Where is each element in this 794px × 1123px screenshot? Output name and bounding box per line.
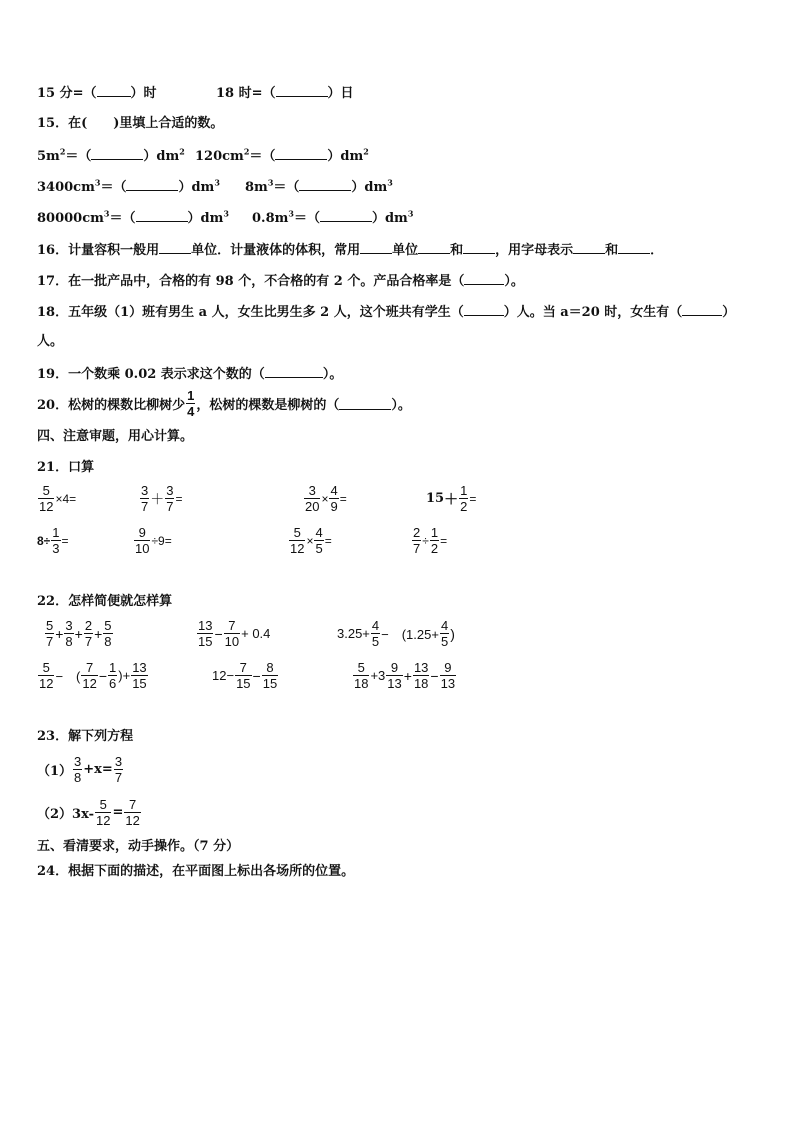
- denominator: 7: [166, 499, 174, 514]
- q21-expr-3: [303, 483, 347, 514]
- expr-lead: 12−: [212, 668, 235, 683]
- q14-text-1: 15 分=（: [37, 86, 97, 101]
- numerator: 2: [413, 525, 421, 540]
- denominator: 8: [65, 634, 73, 649]
- numerator: 1: [52, 525, 60, 540]
- answer-blank[interactable]: [573, 241, 605, 254]
- denominator: 7: [141, 499, 149, 514]
- denominator: 8: [74, 770, 82, 785]
- close-paren: ): [450, 625, 455, 642]
- numerator: 3: [65, 618, 73, 633]
- numerator: 5: [104, 618, 112, 633]
- q22-expr-4: [37, 660, 149, 691]
- operator: −: [214, 625, 223, 642]
- numerator: 9: [390, 660, 399, 675]
- equals: =: [440, 533, 448, 548]
- expr-mid: − (: [55, 669, 81, 684]
- expr-tail: ÷9=: [151, 533, 172, 548]
- numerator: 13: [413, 660, 429, 675]
- answer-blank[interactable]: [276, 84, 328, 97]
- fraction: [124, 797, 140, 828]
- denominator: 15: [132, 676, 147, 691]
- operator: ＋: [444, 490, 459, 507]
- expr-mid: =: [112, 805, 124, 820]
- q15-row-2a: [37, 178, 220, 196]
- denominator: 4: [187, 404, 195, 419]
- fraction: [140, 483, 149, 514]
- fraction: [329, 483, 338, 514]
- q16-text: 和: [605, 243, 619, 258]
- equals: =: [339, 491, 347, 506]
- denominator: 5: [315, 541, 323, 556]
- answer-blank[interactable]: [339, 397, 391, 410]
- q21-expr-6: [133, 525, 172, 556]
- expr-mid: +x=: [83, 762, 113, 777]
- fraction: [38, 660, 54, 691]
- answer-blank[interactable]: [136, 209, 188, 222]
- q15-text: ）dm: [351, 180, 388, 195]
- q16-text: 和: [450, 243, 464, 258]
- answer-blank[interactable]: [97, 84, 131, 97]
- expr-lead: （1）: [37, 764, 73, 779]
- numerator: 3: [114, 754, 123, 769]
- numerator: 1: [460, 483, 468, 498]
- q23-equation-1: [37, 754, 124, 785]
- q21-title: 21．口算: [37, 460, 95, 475]
- fraction: [186, 388, 195, 419]
- q17-line: [37, 272, 524, 290]
- q16-text: ．: [650, 243, 664, 258]
- numerator: 1: [430, 525, 439, 540]
- q16-text: 单位: [392, 243, 419, 258]
- close-paren: )+: [118, 668, 131, 683]
- numerator: 7: [129, 797, 137, 812]
- q14-text-2: 18 时=（: [216, 86, 276, 101]
- q15-text: ＝（: [249, 149, 276, 164]
- superscript: 2: [243, 146, 250, 157]
- numerator: 4: [371, 618, 380, 633]
- expr-lead: 15: [426, 491, 445, 506]
- denominator: 15: [236, 676, 251, 691]
- section-5-heading: 五、看清要求，动手操作。（7 分）: [37, 839, 240, 854]
- q21-expr-1: [37, 483, 76, 514]
- numerator: 1: [109, 660, 117, 675]
- q18-line: [37, 303, 735, 321]
- expr-lead: 8÷: [37, 533, 51, 548]
- superscript: 2: [363, 146, 369, 157]
- numerator: 2: [84, 618, 93, 633]
- numerator: 7: [228, 618, 236, 633]
- q14-text-2-end: ）日: [327, 86, 354, 101]
- fraction: [371, 618, 380, 649]
- operator: −: [252, 667, 261, 684]
- q17-text: 17．在一批产品中，合格的有 98 个，不合格的有 2 个。产品合格率是（: [37, 274, 465, 289]
- fraction: [131, 660, 147, 691]
- denominator: 12: [82, 676, 97, 691]
- q22-expr-5: [212, 660, 279, 691]
- denominator: 13: [387, 676, 402, 691]
- fraction: [51, 525, 60, 556]
- denominator: 7: [413, 541, 421, 556]
- fraction: [38, 483, 54, 514]
- denominator: 2: [460, 499, 468, 514]
- answer-blank[interactable]: [463, 241, 495, 254]
- superscript: 3: [214, 177, 220, 188]
- section-4-heading: 四、注意审题，用心计算。: [37, 429, 194, 444]
- q15-text: ＝（: [109, 211, 136, 226]
- equals: =: [469, 491, 477, 506]
- fraction: [134, 525, 150, 556]
- numerator: 8: [266, 660, 274, 675]
- denominator: 13: [440, 676, 456, 691]
- q15-text: 3400cm: [37, 180, 95, 195]
- operator: +: [403, 667, 412, 684]
- operator: −: [430, 667, 439, 684]
- denominator: 7: [114, 770, 123, 785]
- fraction: [262, 660, 278, 691]
- expr-lead: （2）3x-: [37, 807, 95, 822]
- numerator: 1: [187, 388, 195, 403]
- numerator: 7: [86, 660, 94, 675]
- fraction: [235, 660, 251, 691]
- numerator: 5: [99, 797, 107, 812]
- numerator: 9: [444, 660, 452, 675]
- q20-line: [37, 388, 411, 419]
- answer-blank[interactable]: [159, 241, 191, 254]
- operator: ＋: [150, 490, 165, 507]
- superscript: 3: [288, 208, 294, 219]
- q22-expr-3: [337, 618, 455, 649]
- q22-expr-2: [196, 618, 270, 649]
- q16-line: [37, 241, 663, 259]
- answer-blank[interactable]: [464, 272, 504, 285]
- numerator: 4: [315, 525, 323, 540]
- q14-line: [37, 84, 157, 102]
- answer-blank[interactable]: [682, 303, 722, 316]
- denominator: 18: [413, 676, 429, 691]
- q16-text: 单位．计量液体的体积，常用: [191, 243, 361, 258]
- denominator: 8: [104, 634, 112, 649]
- denominator: 20: [305, 499, 320, 514]
- denominator: 10: [224, 634, 240, 649]
- denominator: 12: [125, 813, 140, 828]
- q20-text: ）。: [391, 398, 411, 413]
- q23-title: 23．解下列方程: [37, 729, 134, 744]
- q16-text: ，用字母表示: [495, 243, 574, 258]
- answer-blank[interactable]: [265, 365, 323, 378]
- expr-mid: +3: [370, 668, 386, 683]
- fraction: [430, 525, 439, 556]
- denominator: 3: [52, 541, 60, 556]
- fraction: [103, 618, 112, 649]
- denominator: 5: [440, 634, 449, 649]
- q15-row-1a: [37, 147, 185, 165]
- q15-row-1b: [195, 147, 369, 165]
- fraction: [45, 618, 54, 649]
- numerator: 13: [198, 618, 213, 633]
- denominator: 12: [39, 676, 54, 691]
- denominator: 2: [430, 541, 439, 556]
- answer-blank[interactable]: [91, 147, 143, 160]
- fraction: [459, 483, 468, 514]
- fraction: [413, 660, 429, 691]
- q24-line: 24．根据下面的描述，在平面图上标出各场所的位置。: [37, 864, 355, 879]
- numerator: 4: [440, 618, 449, 633]
- numerator: 3: [141, 483, 149, 498]
- answer-blank[interactable]: [126, 178, 178, 191]
- denominator: 12: [290, 541, 305, 556]
- superscript: 3: [223, 208, 229, 219]
- answer-blank[interactable]: [618, 241, 650, 254]
- q15-text: 0.8m: [252, 211, 289, 226]
- q18-line-2: 人。: [37, 334, 64, 349]
- denominator: 7: [46, 634, 54, 649]
- numerator: 4: [330, 483, 338, 498]
- q23-equation-2: [37, 797, 142, 828]
- q15-text: ＝（: [293, 211, 320, 226]
- fraction: [224, 618, 240, 649]
- fraction: [81, 660, 97, 691]
- fraction: [412, 525, 421, 556]
- q22-expr-1: [44, 618, 114, 649]
- equals: =: [175, 491, 183, 506]
- fraction: [114, 754, 123, 785]
- denominator: 5: [371, 634, 380, 649]
- fraction: [289, 525, 305, 556]
- q18-text: ）: [722, 305, 736, 320]
- numerator: 7: [239, 660, 247, 675]
- q14-line-2: [216, 84, 354, 102]
- answer-blank[interactable]: [275, 147, 327, 160]
- superscript: 2: [59, 146, 66, 157]
- q14-text-1-end: ）时: [130, 86, 157, 101]
- operator: +: [94, 625, 103, 642]
- numerator: 5: [357, 660, 365, 675]
- answer-blank[interactable]: [464, 303, 504, 316]
- fraction: [386, 660, 402, 691]
- q15-text: ＝（: [100, 180, 127, 195]
- operator: +: [74, 625, 83, 642]
- q15-text: ）dm: [327, 149, 364, 164]
- superscript: 3: [387, 177, 393, 188]
- q15-text: 5m: [37, 149, 60, 164]
- q17-text: ）。: [504, 274, 524, 289]
- q15-text: ＝（: [273, 180, 300, 195]
- denominator: 15: [198, 634, 213, 649]
- expr-tail: + 0.4: [241, 626, 271, 641]
- q15-row-2b: [245, 178, 393, 196]
- expr-lead: 3.25+: [337, 626, 370, 641]
- q15-row-3a: [37, 209, 229, 227]
- operator: ÷: [422, 533, 429, 548]
- q15-row-3b: [252, 209, 413, 227]
- superscript: 3: [103, 208, 110, 219]
- q16-text: 16．计量容积一般用: [37, 243, 160, 258]
- fraction: [304, 483, 320, 514]
- q15-text: 120cm: [195, 149, 244, 164]
- superscript: 3: [94, 177, 101, 188]
- superscript: 3: [267, 177, 274, 188]
- q21-expr-5: [37, 525, 69, 556]
- q15-text: 8m: [245, 180, 268, 195]
- q15-text: ）dm: [187, 211, 224, 226]
- q22-expr-6: [352, 660, 457, 691]
- numerator: 3: [74, 754, 82, 769]
- denominator: 12: [39, 499, 54, 514]
- q21-expr-7: [288, 525, 332, 556]
- operator: ×: [306, 533, 314, 548]
- denominator: 12: [96, 813, 111, 828]
- q15-text: ）dm: [371, 211, 408, 226]
- numerator: 5: [42, 660, 50, 675]
- q21-expr-8: [411, 525, 447, 556]
- answer-blank[interactable]: [299, 178, 351, 191]
- fraction: [440, 618, 449, 649]
- superscript: 2: [179, 146, 185, 157]
- expr-mid: − (1.25+: [381, 627, 439, 642]
- q15-text: ）dm: [143, 149, 180, 164]
- answer-blank[interactable]: [320, 209, 372, 222]
- denominator: 7: [84, 634, 93, 649]
- fraction: [73, 754, 82, 785]
- q15-text: 80000cm: [37, 211, 104, 226]
- fraction: [165, 483, 174, 514]
- operator: ×: [321, 491, 329, 506]
- equals: =: [324, 533, 332, 548]
- superscript: 3: [407, 208, 414, 219]
- numerator: 5: [293, 525, 301, 540]
- q19-text: ）。: [322, 367, 343, 382]
- denominator: 6: [109, 676, 117, 691]
- q19-line: [37, 365, 342, 383]
- fraction: [84, 618, 93, 649]
- fraction: [314, 525, 323, 556]
- denominator: 9: [330, 499, 338, 514]
- answer-blank[interactable]: [360, 241, 392, 254]
- answer-blank[interactable]: [418, 241, 450, 254]
- q15-text: ＝（: [65, 149, 92, 164]
- fraction: [353, 660, 369, 691]
- denominator: 15: [262, 676, 278, 691]
- q22-title: 22．怎样简便就怎样算: [37, 594, 173, 609]
- numerator: 3: [308, 483, 316, 498]
- expr-tail: ×4=: [55, 491, 77, 506]
- q18-text: 18．五年级（1）班有男生 a 人，女生比男生多 2 人，这个班共有学生（: [37, 305, 464, 320]
- q19-text: 19．一个数乘 0.02 表示求这个数的（: [37, 367, 265, 382]
- operator: +: [55, 625, 64, 642]
- numerator: 13: [132, 660, 147, 675]
- q21-expr-4: [426, 483, 476, 514]
- q20-text: 20．松树的棵数比柳树少: [37, 398, 186, 413]
- fraction: [197, 618, 213, 649]
- fraction: [108, 660, 117, 691]
- q20-text: ，松树的棵数是柳树的（: [196, 398, 340, 413]
- fraction: [95, 797, 111, 828]
- q15-text: ）dm: [178, 180, 215, 195]
- numerator: 3: [166, 483, 174, 498]
- q18-text: ）人。当 a＝20 时，女生有（: [503, 305, 683, 320]
- numerator: 5: [42, 483, 50, 498]
- equals: =: [61, 533, 69, 548]
- numerator: 5: [46, 618, 54, 633]
- numerator: 9: [138, 525, 146, 540]
- operator: −: [98, 667, 108, 684]
- denominator: 18: [354, 676, 369, 691]
- denominator: 10: [135, 541, 150, 556]
- q21-expr-2: [139, 483, 182, 514]
- q15-title: 15．在( )里填上合适的数。: [37, 116, 224, 131]
- fraction: [64, 618, 73, 649]
- fraction: [440, 660, 456, 691]
